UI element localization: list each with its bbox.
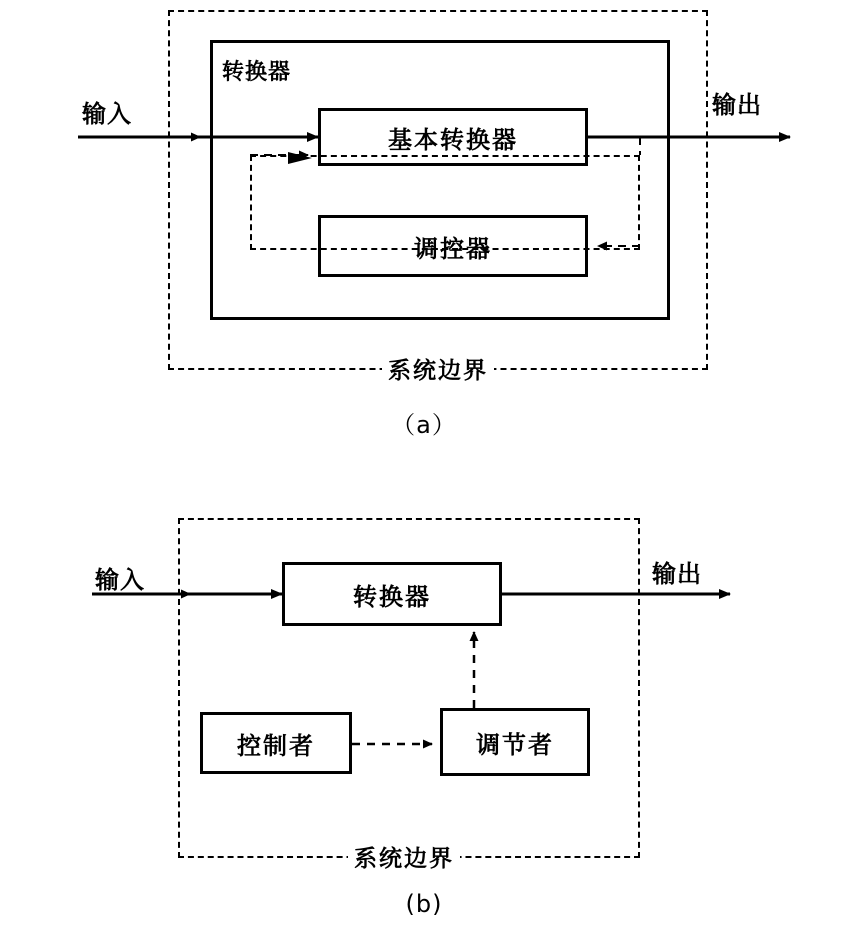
- box-basic-converter-label-a: 基本转换器: [388, 125, 518, 154]
- box-converter-b: [282, 562, 502, 626]
- box-converter-label-b: 转换器: [353, 582, 431, 611]
- box-regulator-label-a: 调控器: [414, 234, 492, 263]
- output-label-b: 输出: [652, 560, 702, 588]
- figure-panel-a: [0, 0, 848, 450]
- converter-outer-label-a: 转换器: [222, 60, 292, 85]
- output-label-a: 输出: [712, 91, 762, 119]
- caption-b: (b): [405, 890, 443, 918]
- box-adjuster-b: [440, 708, 590, 776]
- figure-panel-b: [0, 470, 848, 925]
- box-controller-label-b: 控制者: [237, 731, 315, 760]
- box-regulator-a: [318, 215, 588, 277]
- system-boundary-label-a: 系统边界: [382, 352, 494, 385]
- input-label-a: 输入: [82, 100, 132, 128]
- box-controller-b: [200, 712, 352, 774]
- system-boundary-label-b: 系统边界: [348, 840, 460, 873]
- caption-a: （a）: [391, 411, 457, 439]
- box-adjuster-label-b: 调节者: [476, 730, 554, 759]
- box-basic-converter-a: [318, 108, 588, 166]
- input-label-b: 输入: [95, 566, 145, 594]
